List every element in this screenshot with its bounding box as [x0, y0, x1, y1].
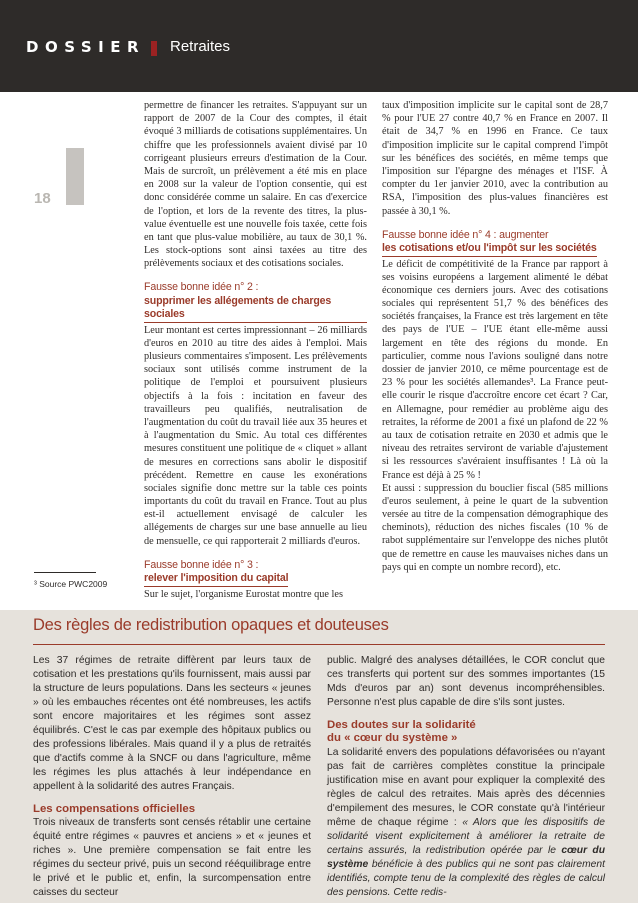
box-paragraph-4-text: La solidarité envers des populations défavorisées ou n'ayant pas fait de carrières complètes constitue la principale justification mise en avant pour expliquer la complexité des règles de calcul des retraites. Mais après des décennies d'empilement des mesures, le COR constate qu'à l'intérieur même de chaque régime : — [327, 747, 605, 828]
box-subheading-solidarity — [327, 719, 605, 746]
box-paragraph-1: Les 37 régimes de retraite diffèrent par leurs taux de cotisation et les prestations qu'ils fournissent, mais aussi par la structure de leurs populations. Dans les secteurs « jeunes » où les embauches récentes ont été nombreuses, les actifs sont encore majoritaires et les régimes sont assez équilibrés. C'est le cas par exemple des hôpitaux publics ou des professions libérales. Mais quand il y a plus de retraités que d'actifs comme à la SNCF ou dans l'agriculture, même les régimes les plus attachés à leur indépendance en appellent à la solidarité des autres Français. — [33, 655, 311, 792]
box-subheading-solidarity-line1: Des doutes sur la solidarité — [327, 718, 476, 731]
footnote: ³ Source PWC2009 — [34, 579, 108, 589]
right-column — [382, 99, 608, 574]
box-subheading-compensations — [33, 803, 311, 817]
subheading-idea-3-line2: relever l'imposition du capital — [144, 572, 288, 586]
box-title-rule — [33, 644, 605, 645]
left-paragraph-2: Leur montant est certes impressionnant – 26 milliards d'euros en 2010 au titre des aides à l'emploi. Mais plusieurs commentaires s'imposent. Les prélèvements sociaux sont utilisés comme instrument de la politique de l'emploi et poursuivent plusieurs objectifs à la fois : incitation en faveur des travailleurs peu qualifiés, neutralisation de l'augmentation du coût du travail liée aux 35 heures et à l'augmentation du Smic. Au total ces différentes mesures constituent une politique de « cliquet » allant de mesures en corrections sans abolir le dispositif précédent. Remettre en cause les exonérations sociales signifie donc mettre sur la table ces points importants du coût du travail en France. Tout au plus est-il actuellement envisagé de calculer les allégements de charges sur une base annuelle au lieu de mensuelle, ce qui rapporterait 2 milliards d'euros. — [144, 324, 367, 547]
subheading-idea-4-line2: les cotisations et/ou l'impôt sur les sociétés — [382, 242, 597, 256]
right-paragraph-2: Le déficit de compétitivité de la France par rapport à ses voisins européens a largement alimenté le débat économique ces derniers jours. Avec des cotisations sociales qui représentent 51,7 % des bénéfices des sociétés françaises, la France est très largement en tête des pays de l'UE – l'UE étant elle-même aussi largement en tête des régions du monde. En particulier, comme nous l'avions souligné dans notre dossier de janvier 2010, ce même pourcentage est de 23 % pour les sociétés allemandes³. La France peut-elle courir le risque d'accroître encore cet écart ? Car, en Allemagne, pour remédier au problème aigu des retraites, la réforme de 2001 a fixé un plafond de 22 % au taux de cotisation retraite en 2030 et admis que le niveau des retraites serviront de variable d'ajustement si les ressources s'avéraient insuffisantes ! Là où la France est déjà à 25 % ! — [382, 258, 608, 481]
section-label: DOSSIER — [26, 38, 146, 56]
box-left-column — [33, 654, 311, 900]
subheading-idea-3-line1: Fausse bonne idée n° 3 : — [144, 558, 259, 571]
header-separator — [151, 41, 157, 56]
header-bar — [0, 0, 638, 92]
subheading-idea-4 — [382, 229, 608, 257]
subheading-idea-2 — [144, 281, 367, 322]
left-paragraph-3: Sur le sujet, l'organisme Eurostat montre que les — [144, 588, 343, 600]
subheading-idea-2-line2: supprimer les allégements de charges sociales — [144, 295, 367, 323]
decorative-bar — [66, 148, 84, 205]
box-subheading-compensations-text: Les compensations officielles — [33, 802, 196, 815]
subheading-idea-2-line1: Fausse bonne idée n° 2 : — [144, 281, 259, 294]
footnote-rule — [34, 572, 96, 573]
box-title: Des règles de redistribution opaques et douteuses — [33, 616, 389, 634]
box-subheading-solidarity-line2: du « cœur du système » — [327, 732, 458, 745]
subheading-idea-4-line1: Fausse bonne idée n° 4 : augmenter — [382, 228, 549, 241]
right-paragraph-3: Et aussi : suppression du bouclier fiscal (585 millions d'euros seulement, à peine le quart de la subvention versée au titre de la compensation démographique des cheminots), réduction des niches fiscales (10 % de rabot supplémentaire sur l'enveloppe des niches plutôt que de remettre en cause les mauvaises niches dans un pays qui en compte un nombre record), etc. — [382, 482, 608, 573]
cor-quote-part-2: bénéficie à des publics qui ne sont pas clairement identifiés, compte tenu de la complexité des règles de calcul des pensions. Cette redis- — [327, 858, 605, 898]
cor-quote-part-1: « Alors que les dispositifs de solidarité visent explicitement à améliorer la retraite de certains assurés, la redistribution opérée par le — [327, 816, 605, 856]
box-paragraph-2: Trois niveaux de transferts sont censés rétablir une certaine équité entre régimes « pauvres et anciens » et « jeunes et riches ». Une première compensation se fait entre les régimes du secteur privé, puis un second rééquilibrage entre le privé et le public et, enfin, la surcompensation entre caisses du secteur — [33, 817, 311, 898]
box-right-column — [327, 654, 605, 899]
subheading-idea-3 — [144, 559, 367, 587]
page-number: 18 — [34, 190, 51, 207]
box-paragraph-3: public. Malgré des analyses détaillées, le COR conclut que ces transferts qui portent sur des sommes importantes (15 Mds d'euros par an) sont devenus incompréhensibles. Personne n'est plus capable de dire s'ils sont justes. — [327, 655, 605, 708]
left-column — [144, 99, 367, 601]
right-paragraph-1: taux d'imposition implicite sur le capital sont de 28,7 % pour l'UE 27 contre 40,7 % en France en 2007. Il était de 34,7 % en 1996 en France. Ce taux d'imposition implicite sur le capital comprend l'impôt sur les bénéfices des sociétés, en même temps que l'imposition sur l'épargne des ménages et l'ISF. À compter du 1er janvier 2010, avec la contribution au RSA, l'imposition des plus-values financières est passée à 30,1 %. — [382, 100, 608, 217]
box-paragraph-4 — [327, 746, 605, 899]
cor-quote-emphasis: cœur du système — [327, 844, 605, 870]
topic-label: Retraites — [170, 38, 231, 55]
left-paragraph-1: permettre de financer les retraites. S'appuyant sur un rapport de 2007 de la Cour des comptes, il était évoqué 3 milliards de cotisations supplémentaires. Un chiffre que les professionnels avaient divisé par 10 corrigeant plusieurs erreurs d'estimation de la Cour. Mais de surcroît, un prélèvement a été mis en place en 2008 sur la valeur de l'option consentie, qui est donc considérée comme un salaire. En cas d'exercice de l'option, et lors de la revente des titres, la plus-value éventuelle est une nouvelle fois taxée, cette fois en tant que plus-value mobilière, au taux de 30,1 %. Les stock-options sont ainsi taxées au titre des prélèvements sociaux et des cotisations sociales. — [144, 100, 367, 270]
